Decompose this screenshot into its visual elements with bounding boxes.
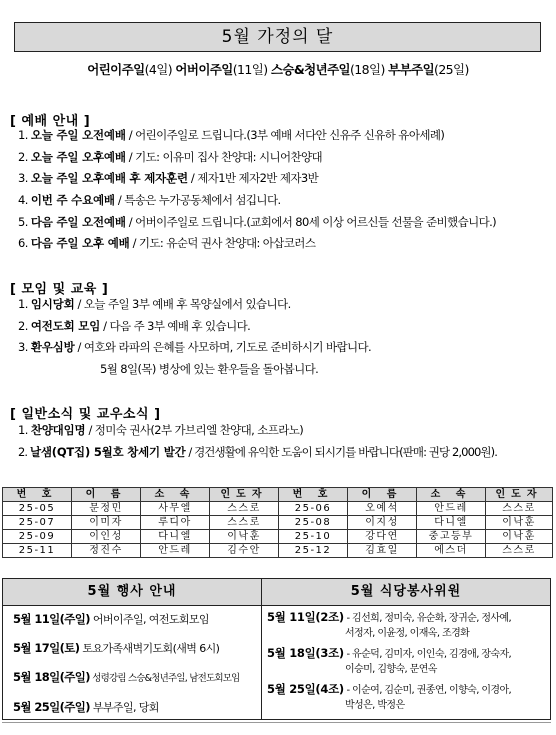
col-group: 소 속: [141, 488, 210, 502]
sunday-themes: [0, 60, 556, 78]
col-name: 이 름: [348, 488, 417, 502]
table-row: [3, 502, 553, 516]
cell: 이낙훈: [486, 530, 553, 544]
list-item: 1. 찬양대임명 / 정미숙 권사(2부 가브리엘 찬양대, 소프라노): [18, 423, 304, 437]
meeting-list: [18, 294, 553, 381]
theme-parents-date: (11일): [232, 62, 271, 77]
theme-teachers-date: (18일): [350, 62, 389, 77]
page-title: 5월 가정의 달: [14, 22, 541, 52]
cell: 25-10: [279, 530, 348, 544]
cell: 25-12: [279, 544, 348, 558]
list-item: 2. 날샘(QT집) 5월호 창세기 발간 / 경건생활에 유익한 도움이 되시기를 바랍니다(판매: 권당 2,000원).: [18, 444, 497, 459]
cell: 25-07: [3, 516, 72, 530]
worship-list: [18, 125, 553, 255]
cell: 오예석: [348, 502, 417, 516]
cell: 스스로: [210, 502, 279, 516]
volunteer-group: 5월 25일(4조) - 이순여, 김순미, 권종연, 이향숙, 이경아, 박성은, 박정은: [267, 682, 512, 711]
list-item: 2. 여전도회 모임 / 다음 주 3부 예배 후 있습니다.: [18, 318, 251, 333]
list-item: 1. 오늘 주일 오전예배 / 어린이주일로 드립니다.(3부 예배 서다안 신유주 신유하 유아세례): [18, 128, 445, 142]
cell: 안드레: [417, 502, 486, 516]
cell: 이낙훈: [210, 530, 279, 544]
theme-couples: 부부주일: [388, 62, 435, 77]
column-divider: [261, 579, 262, 719]
volunteers-heading: 5월 식당봉사위원: [262, 579, 550, 606]
cell: 25-05: [3, 502, 72, 516]
worship-heading: [ 예배 안내 ]: [10, 114, 91, 129]
news-heading: [ 일반소식 및 교우소식 ]: [10, 407, 161, 422]
new-members-table: [2, 487, 553, 558]
event-item: 5월 17일(토) 토요가족새벽기도회(새벽 6시): [13, 641, 220, 655]
cell: 이미자: [72, 516, 141, 530]
cell: 안드레: [141, 544, 210, 558]
list-item: 2. 오늘 주일 오후예배 / 기도: 이유미 집사 찬양대: 시니어찬양대: [18, 149, 323, 164]
theme-parents: 어버이주일: [175, 62, 233, 77]
cell: 25-09: [3, 530, 72, 544]
list-item: 3. 환우심방 / 여호와 라파의 은혜를 사모하며, 기도로 준비하시기 바랍니다.: [18, 340, 372, 355]
list-item: 4. 이번 주 수요예배 / 특송은 누가공동체에서 섬깁니다.: [18, 193, 281, 208]
cell: 김효일: [348, 544, 417, 558]
cell: 스스로: [486, 544, 553, 558]
col-group: 소 속: [417, 488, 486, 502]
cell: 이지성: [348, 516, 417, 530]
cell: 다니엘: [417, 516, 486, 530]
events-heading: 5월 행사 안내: [3, 579, 261, 606]
table-row: [3, 516, 553, 530]
news-list: [18, 420, 553, 463]
cell: 루디아: [141, 516, 210, 530]
meeting-heading: [ 모임 및 교육 ]: [10, 282, 109, 297]
list-item: 6. 다음 주일 오후 예배 / 기도: 유순덕 권사 찬양대: 아삽코러스: [18, 236, 316, 251]
volunteer-group: 5월 18일(3조) - 유순덕, 김미자, 이인숙, 김경애, 장숙자, 이승미, 김향숙, 문연옥: [267, 646, 512, 675]
col-guide: 인도자: [210, 488, 279, 502]
list-item-continuation: 5월 8일(목) 병상에 있는 환우들을 돌아봅니다.: [100, 362, 319, 377]
col-number: 번 호: [279, 488, 348, 502]
volunteer-group: 5월 11일(2조) - 김선희, 정미숙, 유순화, 장귀순, 정사예, 서정자, 이윤정, 이재옥, 조경화: [267, 610, 512, 639]
theme-teachers: 스승&청년주일: [270, 62, 351, 77]
col-name: 이 름: [72, 488, 141, 502]
cell: 스스로: [210, 516, 279, 530]
cell: 25-06: [279, 502, 348, 516]
cell: 사무엘: [141, 502, 210, 516]
list-item: 3. 오늘 주일 오후예배 후 제자훈련 / 제자1반 제자2반 제자3반: [18, 171, 319, 186]
col-guide: 인도자: [486, 488, 553, 502]
footer-divider: [2, 722, 551, 735]
cell: 25-08: [279, 516, 348, 530]
cell: 정진수: [72, 544, 141, 558]
event-item: 5월 11일(주일) 어버이주일, 여전도회모임: [13, 612, 209, 626]
list-item: 5. 다음 주일 오전예배 / 어버이주일로 드립니다.(교회에서 80세 이상 어르신들 선물을 준비했습니다.): [18, 214, 497, 229]
cell: 이인성: [72, 530, 141, 544]
table-row: [3, 544, 553, 558]
cell: 문정민: [72, 502, 141, 516]
cell: 이낙훈: [486, 516, 553, 530]
event-item: 5월 25일(주일) 부부주일, 당회: [13, 700, 159, 714]
cell: 에스더: [417, 544, 486, 558]
event-item: 5월 18일(주일) 성령강림 스승&청년주일, 남전도회모임: [13, 670, 240, 684]
bottom-panel: [2, 578, 551, 720]
cell: 다니엘: [141, 530, 210, 544]
table-header-row: [3, 488, 553, 502]
cell: 25-11: [3, 544, 72, 558]
table-row: [3, 530, 553, 544]
cell: 강다연: [348, 530, 417, 544]
cell: 중고등부: [417, 530, 486, 544]
cell: 김수안: [210, 544, 279, 558]
list-item: 1. 임시당회 / 오늘 주일 3부 예배 후 목양실에서 있습니다.: [18, 297, 291, 311]
col-number: 번 호: [3, 488, 72, 502]
cell: 스스로: [486, 502, 553, 516]
theme-couples-date: (25일): [434, 62, 469, 77]
theme-children: 어린이주일: [87, 62, 145, 77]
theme-children-date: (4일): [144, 62, 176, 77]
